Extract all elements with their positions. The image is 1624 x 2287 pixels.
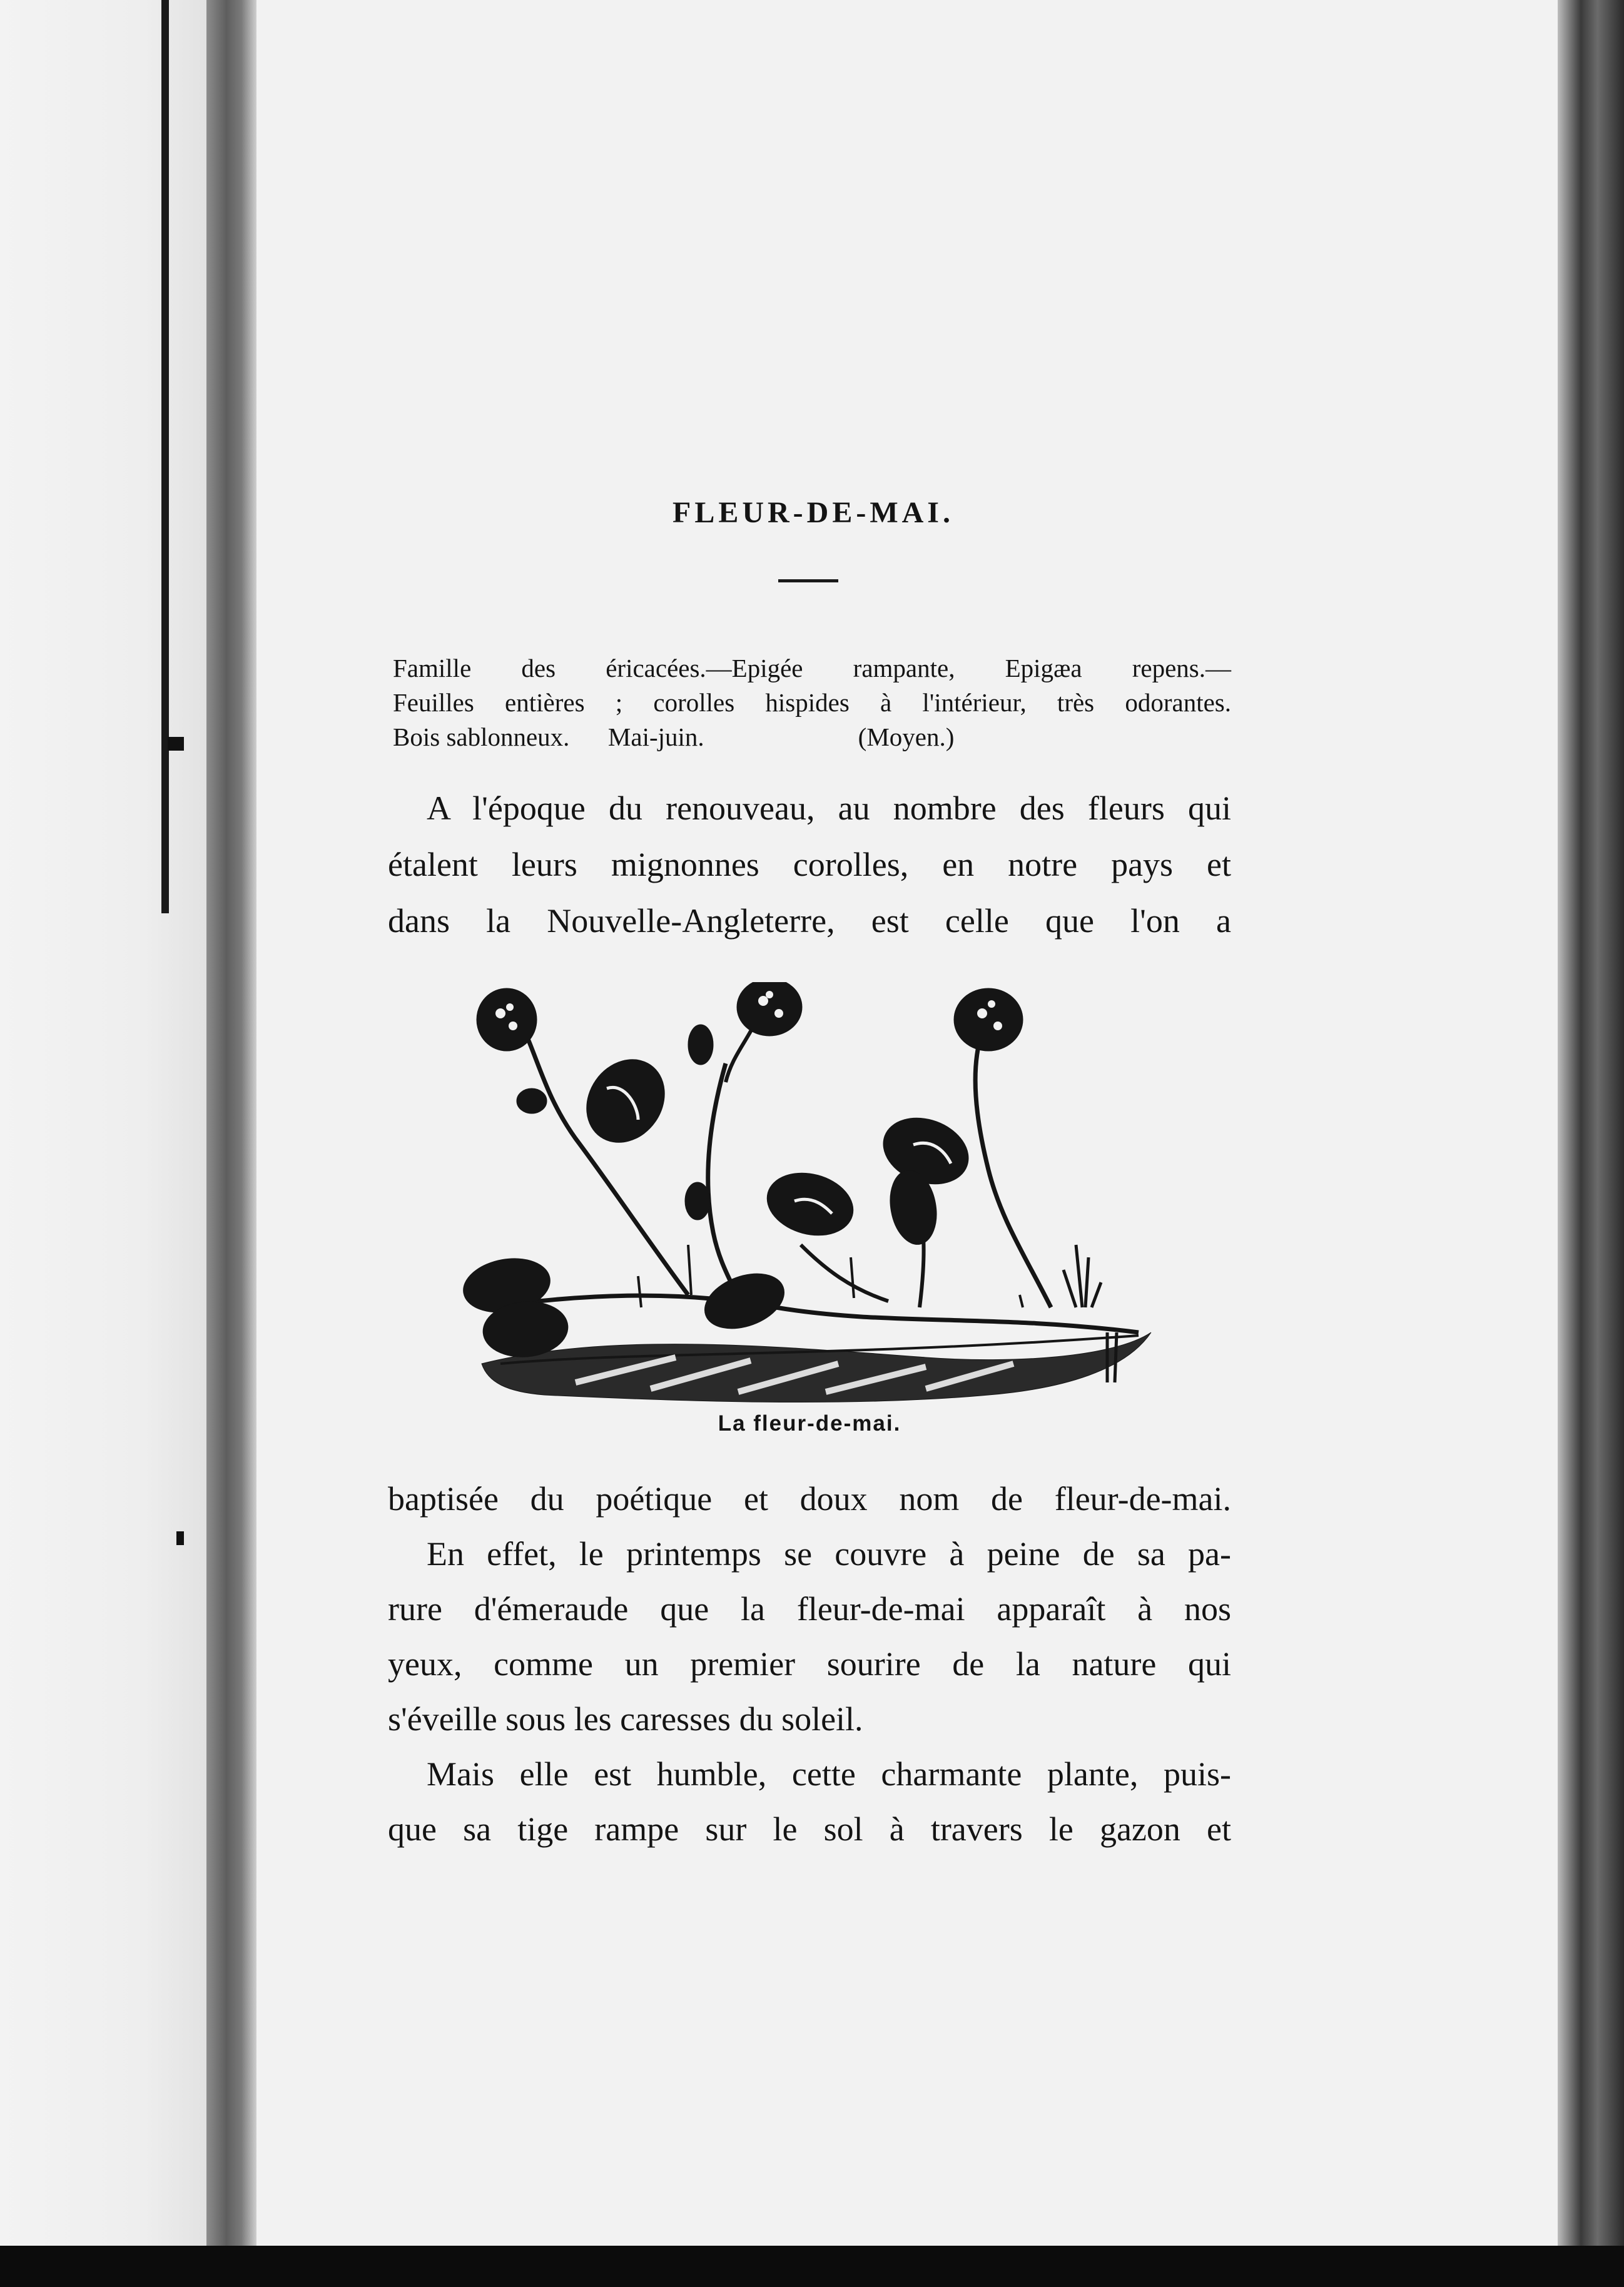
botanical-note-line: Bois sablonneux. Mai-juin. (Moyen.) <box>393 723 955 751</box>
text-line: baptisée du poétique et doux nom de fleur-de-mai. <box>388 1480 1231 1518</box>
text-line: yeux, comme un premier sourire de la nature qui <box>388 1645 1231 1683</box>
margin-mark <box>176 1531 184 1545</box>
figure-caption: La fleur-de-mai. <box>718 1411 901 1436</box>
book-gutter <box>206 0 256 2252</box>
text-line: En effet, le printemps se couvre à peine de sa pa- <box>427 1535 1231 1573</box>
scan-border <box>0 2246 1624 2287</box>
text-line: dans la Nouvelle-Angleterre, est celle que l'on a <box>388 902 1231 940</box>
facing-page-edge <box>0 0 206 2287</box>
margin-mark <box>168 737 184 751</box>
mayflower-illustration <box>450 982 1170 1407</box>
text-line: étalent leurs mignonnes corolles, en notre pays et <box>388 846 1231 883</box>
botanical-note-line: Famille des éricacées.—Epigée rampante, Epigæa repens.— <box>393 654 1231 682</box>
text-line: Mais elle est humble, cette charmante plante, puis- <box>427 1755 1231 1793</box>
page-title: FLEUR-DE-MAI. <box>672 496 954 529</box>
text-line: A l'époque du renouveau, au nombre des fleurs qui <box>427 789 1231 827</box>
text-line: que sa tige rampe sur le sol à travers le gazon et <box>388 1810 1231 1848</box>
text-line: rure d'émeraude que la fleur-de-mai apparaît à nos <box>388 1590 1231 1628</box>
botanical-note-line: Feuilles entières ; corolles hispides à l'intérieur, très odorantes. <box>393 688 1231 717</box>
facing-page-border <box>161 0 169 913</box>
page-edge <box>1558 0 1624 2287</box>
title-divider <box>778 579 838 582</box>
text-line: s'éveille sous les caresses du soleil. <box>388 1700 863 1738</box>
